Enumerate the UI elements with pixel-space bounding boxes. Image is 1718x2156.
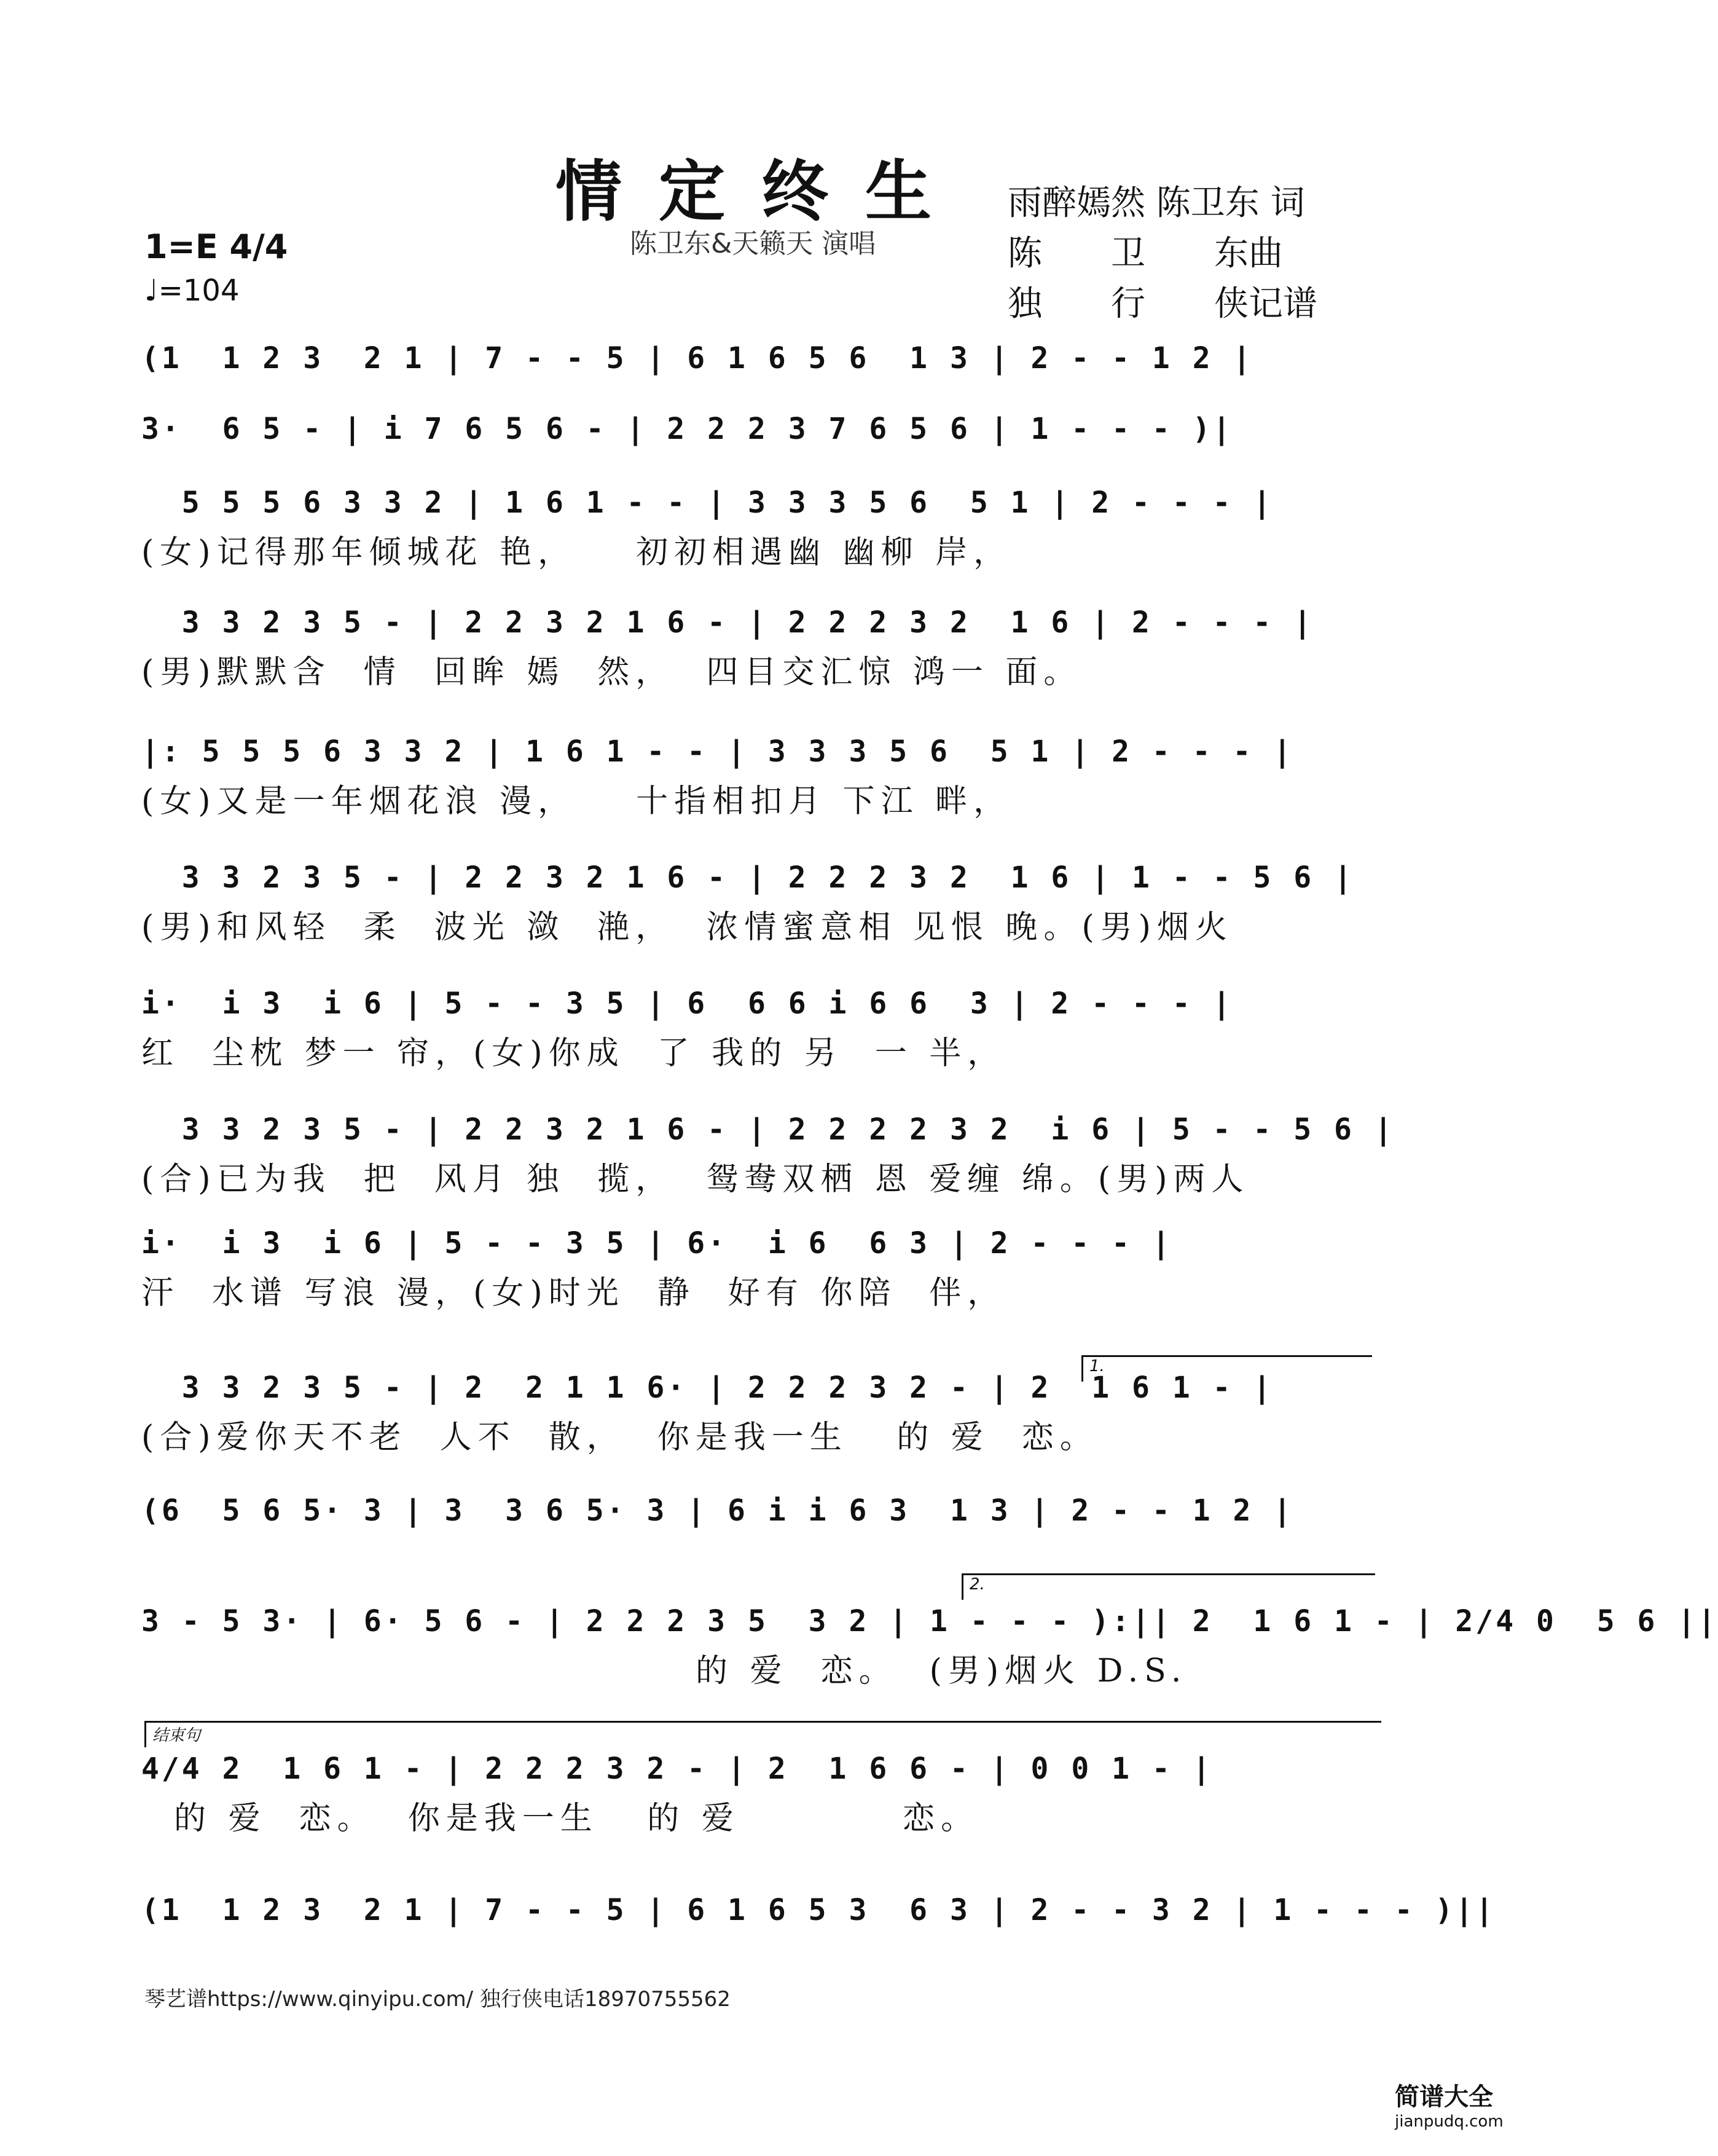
credits <box>1008 178 1317 329</box>
tempo-mark: ♩=104 <box>144 273 240 308</box>
score-row <box>141 860 1376 946</box>
score-row <box>141 605 1376 691</box>
notes-line: i· i 3 i 6 | 5 - - 3 5 | 6· i 6 6 3 | 2 - - - | <box>141 1226 1172 1261</box>
song-title: 情定终生 <box>555 153 968 230</box>
score-row <box>141 1112 1395 1198</box>
singers: 陈卫东&天籁天 演唱 <box>630 228 876 259</box>
lyric-line: (女)又是一年烟花浪 漫， 十指相扣月 下江 畔， <box>141 783 1012 820</box>
lyric-line: 的 爱 恋。 你是我一生 的 爱 恋。 <box>141 1800 979 1837</box>
notes-line: (1 1 2 3 2 1 | 7 - - 5 | 6 1 6 5 6 1 3 | 2 - - 1 2 | <box>141 341 1253 376</box>
score-row <box>141 1604 1718 1690</box>
volta-1: 1. <box>1081 1355 1372 1382</box>
notes-line: 4/4 2 1 6 1 - | 2 2 2 3 2 - | 2 1 6 6 - | 0 0 1 - | <box>141 1752 1213 1786</box>
key-signature: 1=E 4/4 <box>144 227 288 266</box>
lyric-line: 红 尘枕 梦一 帘，(女)你成 了 我的 另 一 半， <box>141 1035 1006 1072</box>
score-row <box>141 486 1376 572</box>
score-row <box>141 1371 1376 1457</box>
notes-line: 3 3 2 3 5 - | 2 2 3 2 1 6 - | 2 2 2 2 3 2 i 6 | 5 - - 5 6 | <box>141 1112 1395 1147</box>
notes-line: |: 5 5 5 6 3 3 2 | 1 6 1 - - | 3 3 3 5 6 5 1 | 2 - - - | <box>141 734 1294 769</box>
lyric-line: (合)已为我 把 风月 独 揽， 鸳鸯双栖 恩 爱缠 绵。(男)两人 <box>141 1161 1250 1198</box>
ending-label: 结束句 <box>144 1721 1381 1747</box>
logo-text: 简谱大全 <box>1395 2083 1493 2111</box>
score-row <box>141 986 1376 1072</box>
notes-line: 5 5 5 6 3 3 2 | 1 6 1 - - | 3 3 3 5 6 5 1 | 2 - - - | <box>141 486 1274 520</box>
lyric-line: (男)默默含 情 回眸 嫣 然， 四目交汇惊 鸿一 面。 <box>141 654 1082 691</box>
notes-line: 3 3 2 3 5 - | 2 2 3 2 1 6 - | 2 2 2 3 2 1 6 | 2 - - - | <box>141 605 1314 640</box>
notes-line: (6 5 6 5· 3 | 3 3 6 5· 3 | 6 i i 6 3 1 3 | 2 - - 1 2 | <box>141 1493 1294 1528</box>
score-row <box>141 1226 1376 1312</box>
volta-2: 2. <box>962 1573 1375 1600</box>
notes-line: (1 1 2 3 2 1 | 7 - - 5 | 6 1 6 5 3 6 3 | 2 - - 3 2 | 1 - - - )|| <box>141 1893 1496 1927</box>
lyric-line: (男)和风轻 柔 波光 潋 滟， 浓情蜜意相 见恨 晚。(男)烟火 <box>141 909 1233 946</box>
lyric-line: 的 爱 恋。 (男)烟火 D.S. <box>141 1653 1188 1690</box>
lyric-line: (女)记得那年倾城花 艳， 初初相遇幽 幽柳 岸， <box>141 534 1012 571</box>
score-row <box>141 1493 1376 1580</box>
lyric-line: 汗 水谱 写浪 漫，(女)时光 静 好有 你陪 伴， <box>141 1275 1006 1312</box>
notes-line: 3 3 2 3 5 - | 2 2 3 2 1 6 - | 2 2 2 3 2 1 6 | 1 - - 5 6 | <box>141 860 1354 895</box>
score-row <box>141 1752 1376 1838</box>
composer-credit: 陈 卫 东曲 <box>1008 234 1283 273</box>
footer-text: 琴艺谱https://www.qinyipu.com/ 独行侠电话18970755562 <box>144 1987 731 2012</box>
transcriber-credit: 独 行 侠记谱 <box>1008 284 1317 324</box>
logo-url: jianpudq.com <box>1395 2112 1504 2131</box>
notes-line: 3· 6 5 - | i 7 6 5 6 - | 2 2 2 3 7 6 5 6 | 1 - - - )| <box>141 412 1233 446</box>
score-row <box>141 734 1376 820</box>
site-logo <box>1395 2077 1504 2131</box>
score-row <box>141 412 1376 498</box>
lyric-line: (合)爱你天不老 人不 散， 你是我一生 的 爱 恋。 <box>141 1419 1098 1456</box>
notes-line: 3 - 5 3· | 6· 5 6 - | 2 2 2 3 5 3 2 | 1 - - - ):|| 2 1 6 1 - | 2/4 0 5 6 || <box>141 1604 1718 1639</box>
notes-line: i· i 3 i 6 | 5 - - 3 5 | 6 6 6 i 6 6 3 | 2 - - - | <box>141 986 1233 1021</box>
notes-line: 3 3 2 3 5 - | 2 2 1 1 6· | 2 2 2 3 2 - | 2 1 6 1 - | <box>141 1371 1274 1405</box>
score-row <box>141 1893 1496 1979</box>
lyricist-credit: 雨醉嫣然 陈卫东 词 <box>1008 183 1305 223</box>
